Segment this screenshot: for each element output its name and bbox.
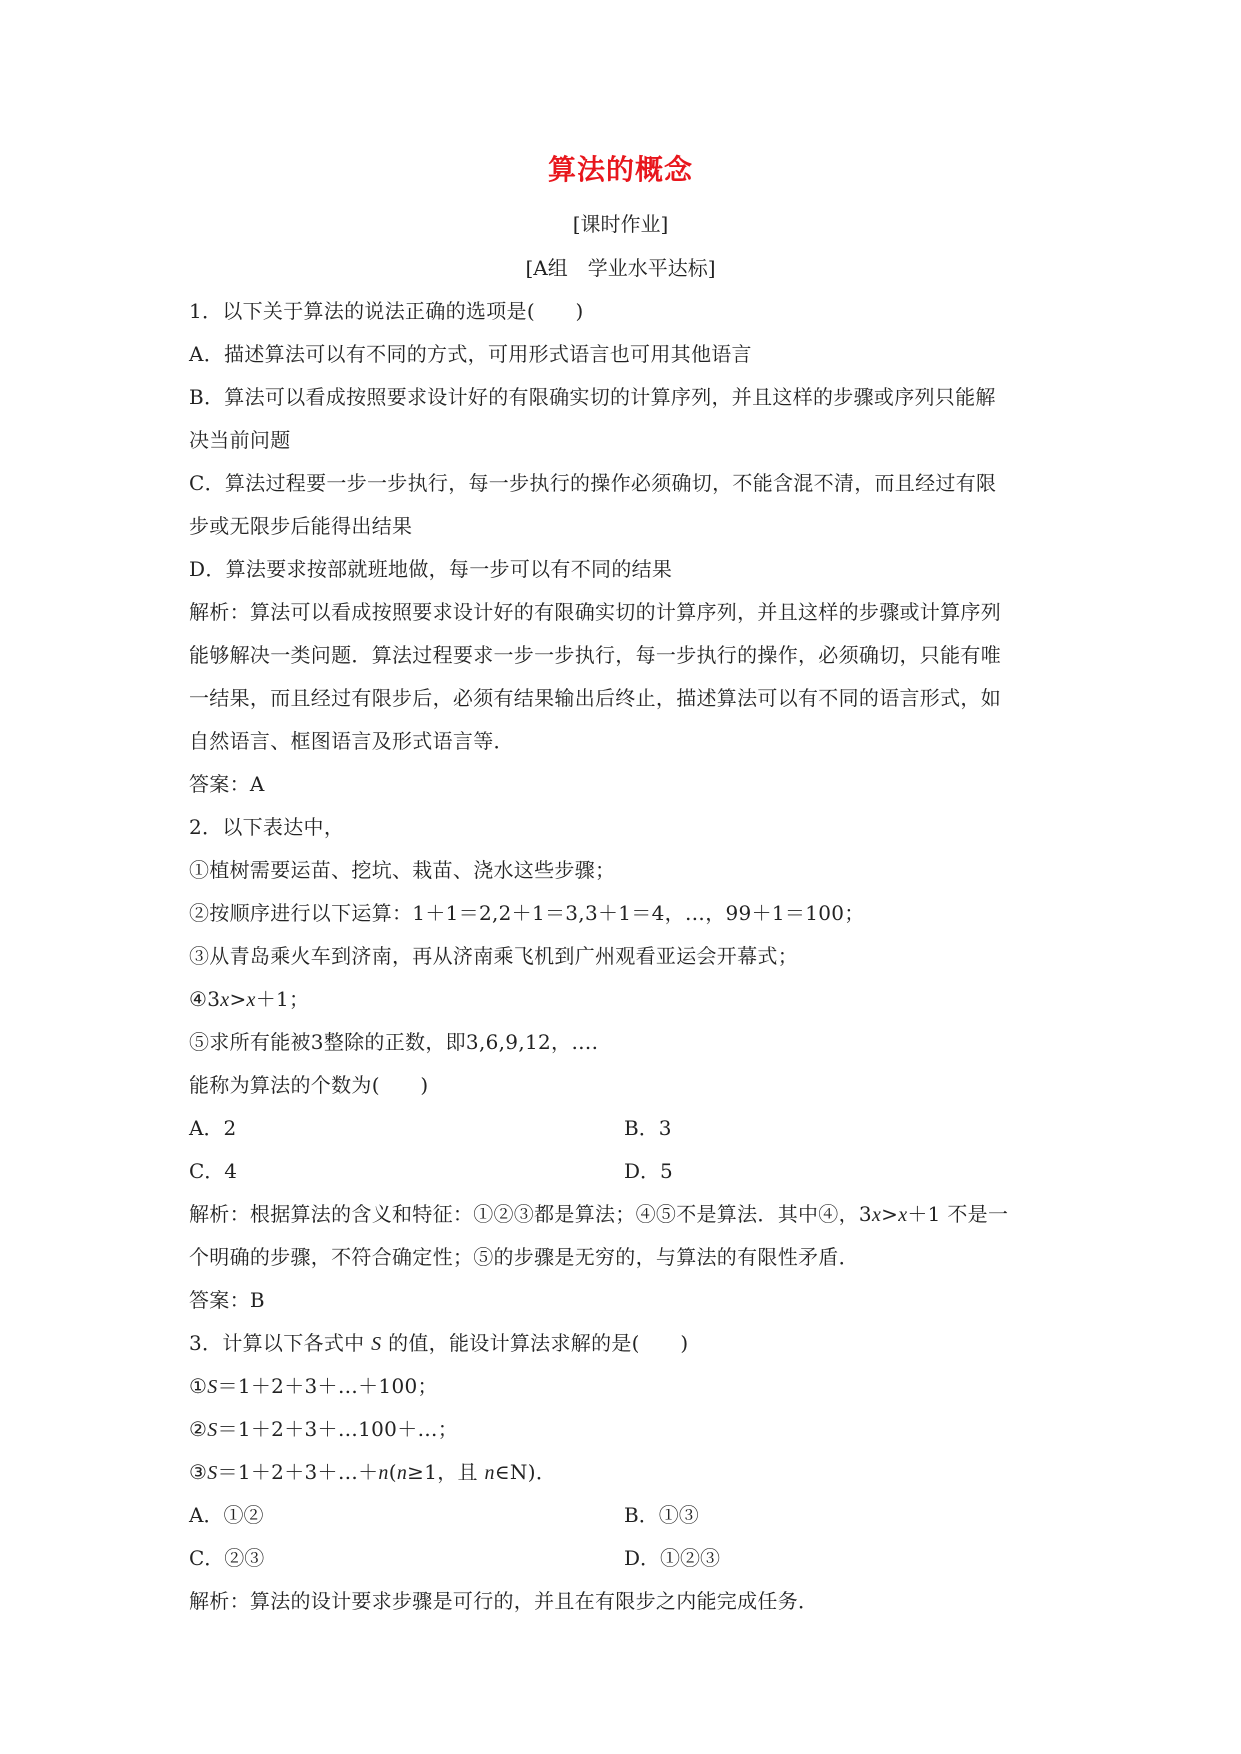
question-2-answer: 答案：B: [189, 1288, 265, 1312]
question-1-option-b-cont: 决当前问题: [189, 428, 291, 452]
item-expression: ＝1＋2＋3＋…＋100；: [217, 1374, 438, 1398]
analysis-prefix: 解析：根据算法的含义和特征：①②③都是算法；④⑤不是算法．其中④，3: [189, 1202, 872, 1226]
question-2-option-b: B．3: [624, 1116, 672, 1140]
question-2-options-row: [189, 1107, 1059, 1150]
page-title: 算法的概念: [547, 153, 693, 186]
item-expression: (: [388, 1460, 397, 1484]
question-1-option-c: C．算法过程要一步一步执行，每一步执行的操作必须确切，不能含混不清，而且经过有限: [189, 471, 997, 495]
math-var-s: S: [207, 1419, 218, 1441]
math-var-s: S: [207, 1376, 218, 1398]
question-1-option-d: D．算法要求按部就班地做，每一步可以有不同的结果: [189, 557, 673, 581]
item-4-prefix: ④3: [189, 987, 221, 1011]
question-2-stem: 2．以下表达中，: [189, 815, 345, 839]
question-2-item-5: ⑤求所有能被3整除的正数，即3,6,9,12，….: [189, 1030, 599, 1054]
question-2-option-c: C．4: [189, 1159, 238, 1183]
question-2-item-2: ②按顺序进行以下运算：1＋1＝2,2＋1＝3,3＋1＝4，…，99＋1＝100；: [189, 901, 865, 925]
question-2-option-a: A．2: [189, 1116, 237, 1140]
item-expression: ≥1，且: [407, 1460, 485, 1484]
math-var-x: x: [871, 1204, 882, 1226]
question-3-options-row: [189, 1494, 1059, 1537]
question-3-option-d: D．①②③: [624, 1546, 721, 1570]
question-2-analysis-line: [189, 1193, 1059, 1236]
item-4-suffix: ＋1；: [255, 987, 310, 1011]
item-marker: ②: [189, 1417, 208, 1441]
math-var-x: x: [898, 1204, 908, 1226]
question-3-options-row: [189, 1537, 1059, 1580]
question-1-option-b: B．算法可以看成按照要求设计好的有限确实切的计算序列，并且这样的步骤或序列只能解: [189, 385, 996, 409]
item-marker: ③: [189, 1460, 208, 1484]
question-2-item-3: ③从青岛乘火车到济南，再从济南乘飞机到广州观看亚运会开幕式；: [189, 944, 798, 968]
question-2-ask: 能称为算法的个数为( ): [189, 1073, 429, 1097]
analysis-operator: >: [881, 1202, 899, 1226]
content-body: [189, 290, 1059, 1623]
question-1-answer: 答案：A: [189, 772, 265, 796]
question-1-analysis-line: 解析：算法可以看成按照要求设计好的有限确实切的计算序列，并且这样的步骤或计算序列: [189, 600, 1001, 624]
question-1-analysis-line: 能够解决一类问题．算法过程要求一步一步执行，每一步执行的操作，必须确切，只能有唯: [189, 643, 1001, 667]
question-1-analysis-line: 一结果，而且经过有限步后，必须有结果输出后终止，描述算法可以有不同的语言形式，如: [189, 686, 1001, 710]
item-4-operator: >: [229, 987, 247, 1011]
math-var-x: x: [246, 989, 256, 1011]
analysis-suffix: ＋1 不是一: [907, 1202, 1009, 1226]
question-3-item-3: [189, 1451, 1059, 1494]
question-3-stem: [189, 1322, 1059, 1365]
question-3-option-a: A．①②: [189, 1503, 264, 1527]
stem-suffix: 的值，能设计算法求解的是( ): [381, 1331, 689, 1355]
question-2-options-row: [189, 1150, 1059, 1193]
question-2-item-4: [189, 978, 1059, 1021]
math-var-n: n: [484, 1462, 495, 1484]
question-2-item-1: ①植树需要运苗、挖坑、栽苗、浇水这些步骤；: [189, 858, 616, 882]
question-1-stem: 1．以下关于算法的说法正确的选项是( ): [189, 299, 584, 323]
item-expression: ∈N)．: [494, 1460, 557, 1484]
question-3-option-b: B．①③: [624, 1503, 699, 1527]
stem-prefix: 3．计算以下各式中: [189, 1331, 372, 1355]
question-3-option-c: C．②③: [189, 1546, 265, 1570]
question-1-option-c-cont: 步或无限步后能得出结果: [189, 514, 413, 538]
question-3-analysis: 解析：算法的设计要求步骤是可行的，并且在有限步之内能完成任务．: [189, 1589, 819, 1613]
math-var-n: n: [396, 1462, 408, 1484]
homework-label: [课时作业]: [572, 212, 669, 236]
question-2-option-d: D．5: [624, 1159, 673, 1183]
math-var-s: S: [371, 1333, 382, 1355]
item-marker: ①: [189, 1374, 208, 1398]
math-var-n: n: [378, 1462, 389, 1484]
question-3-item-2: [189, 1408, 1059, 1451]
question-1-analysis-line: 自然语言、框图语言及形式语言等．: [189, 729, 514, 753]
question-3-item-1: [189, 1365, 1059, 1408]
group-label: [A组 学业水平达标]: [525, 256, 716, 280]
math-var-s: S: [207, 1462, 218, 1484]
item-expression: ＝1＋2＋3＋…＋: [217, 1460, 379, 1484]
item-expression: ＝1＋2＋3＋…100＋…；: [217, 1417, 459, 1441]
question-1-option-a: A．描述算法可以有不同的方式，可用形式语言也可用其他语言: [189, 342, 752, 366]
question-2-analysis-line: 个明确的步骤，不符合确定性；⑤的步骤是无穷的，与算法的有限性矛盾．: [189, 1245, 859, 1269]
math-var-x: x: [220, 989, 230, 1011]
